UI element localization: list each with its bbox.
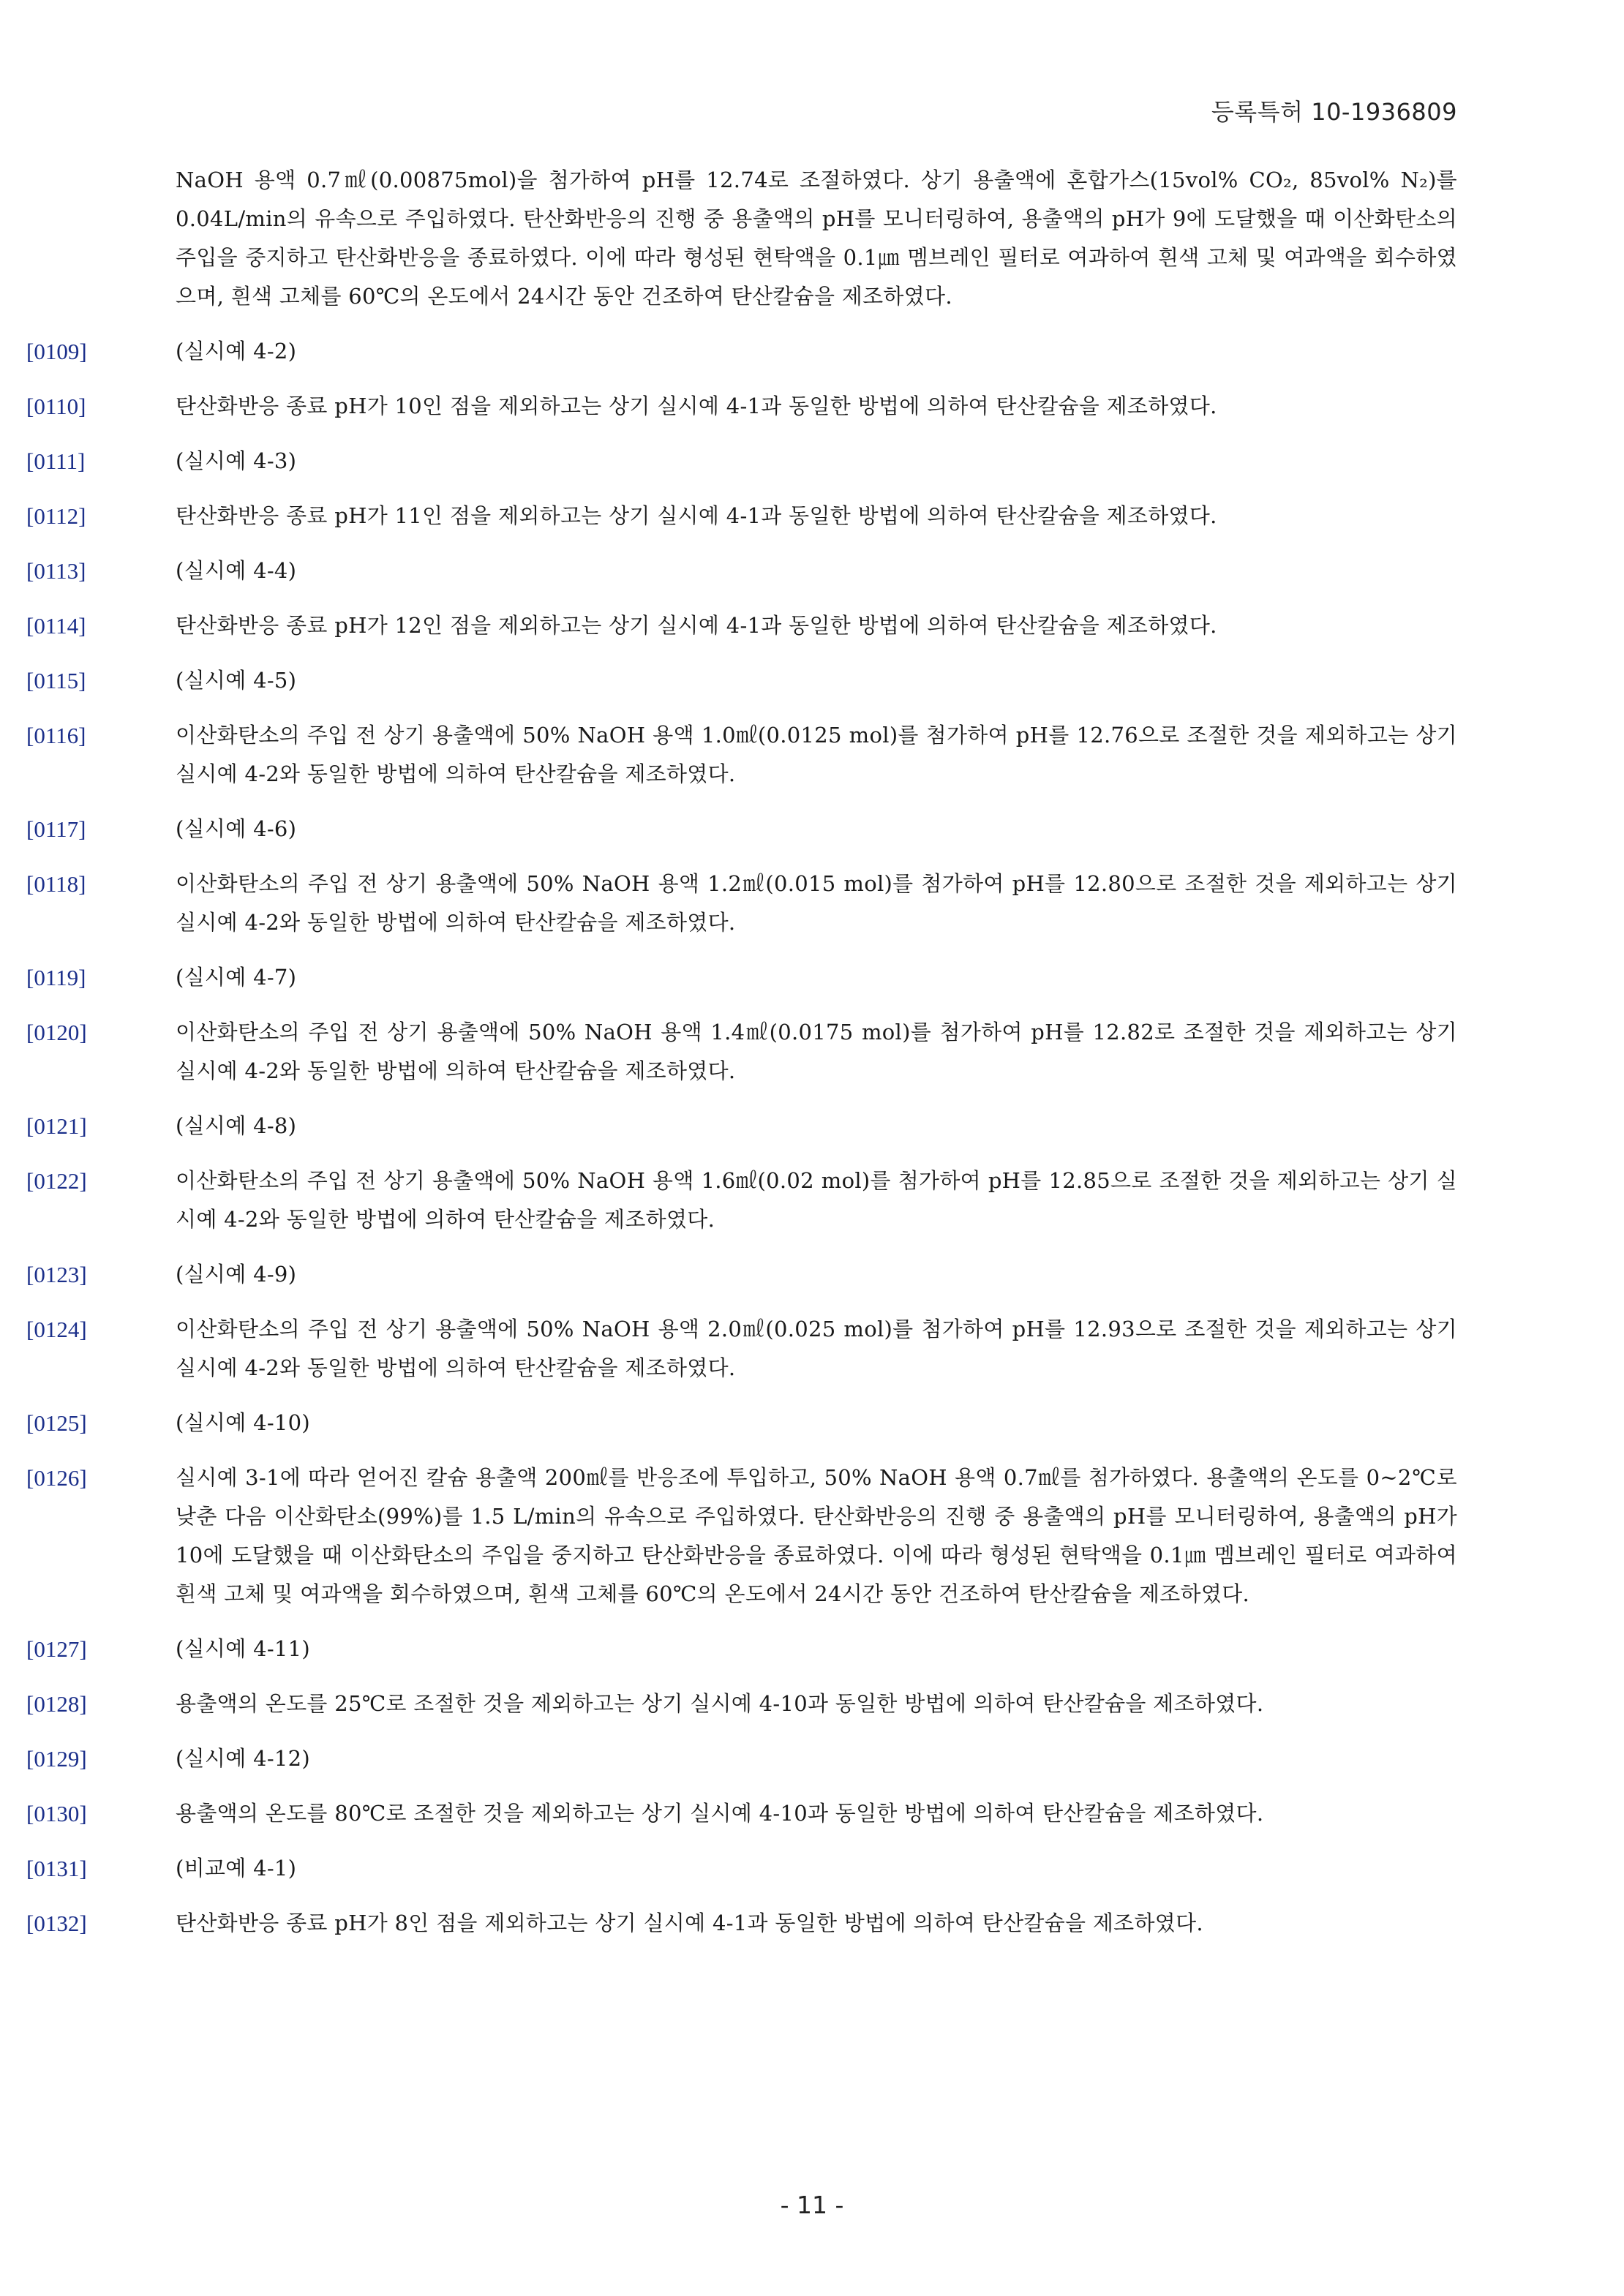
paragraph — [0, 1904, 1624, 1943]
paragraph-text: 이산화탄소의 주입 전 상기 용출액에 50% NaOH 용액 1.0㎖(0.0125 mol)를 첨가하여 pH를 12.76으로 조절한 것을 제외하고는 상기 실시예 4-2와 동일한 방법에 의하여 탄산칼슘을 제조하였다. — [176, 723, 1457, 786]
paragraph — [0, 1458, 1624, 1614]
paragraph-text: 탄산화반응 종료 pH가 8인 점을 제외하고는 상기 실시예 4-1과 동일한 방법에 의하여 탄산칼슘을 제조하였다. — [176, 1911, 1203, 1935]
paragraph-text: 탄산화반응 종료 pH가 12인 점을 제외하고는 상기 실시예 4-1과 동일한 방법에 의하여 탄산칼슘을 제조하였다. — [176, 613, 1217, 638]
paragraph — [0, 810, 1624, 848]
paragraph — [0, 387, 1624, 426]
paragraph-text: NaOH 용액 0.7㎖(0.00875mol)을 첨가하여 pH를 12.74로 조절하였다. 상기 용출액에 혼합가스(15vol% CO₂, 85vol% N₂)를 0.04L/min의 유속으로 주입하였다. 탄산화반응의 진행 중 용출액의 pH를 모니터링하여, 용출액의 pH가 9에 도달했을 때 이산화탄소의 주입을 중지하고 탄산화반응을 종료하였다. 이에 따라 형성된 현탁액을 0.1㎛ 멤브레인 필터로 여과하여 흰색 고체 및 여과액을 회수하였으며, 흰색 고체를 60℃의 온도에서 24시간 동안 건조하여 탄산칼슘을 제조하였다. — [176, 168, 1457, 309]
paragraph-number: [0114] — [26, 613, 86, 639]
paragraph-text: (실시예 4-11) — [176, 1636, 311, 1661]
paragraph-text: 용출액의 온도를 25℃로 조절한 것을 제외하고는 상기 실시예 4-10과 동일한 방법에 의하여 탄산칼슘을 제조하였다. — [176, 1691, 1264, 1716]
document-body — [0, 161, 1624, 1959]
paragraph-number: [0126] — [26, 1465, 87, 1491]
paragraph-text: (실시예 4-8) — [176, 1113, 297, 1138]
paragraph-text: (실시예 4-5) — [176, 668, 297, 693]
paragraph-number: [0121] — [26, 1113, 87, 1139]
paragraph-text: (실시예 4-10) — [176, 1410, 311, 1435]
paragraph-text: 이산화탄소의 주입 전 상기 용출액에 50% NaOH 용액 2.0㎖(0.025 mol)를 첨가하여 pH를 12.93으로 조절한 것을 제외하고는 상기 실시예 4-2와 동일한 방법에 의하여 탄산칼슘을 제조하였다. — [176, 1317, 1457, 1380]
paragraph-number: [0124] — [26, 1317, 87, 1342]
paragraph — [0, 497, 1624, 535]
paragraph — [0, 442, 1624, 481]
paragraph — [0, 865, 1624, 942]
paragraph — [0, 1630, 1624, 1668]
paragraph — [0, 1107, 1624, 1145]
paragraph-number: [0117] — [26, 816, 86, 842]
paragraph-text: 탄산화반응 종료 pH가 11인 점을 제외하고는 상기 실시예 4-1과 동일한 방법에 의하여 탄산칼슘을 제조하였다. — [176, 503, 1217, 528]
paragraph-number: [0130] — [26, 1801, 87, 1826]
paragraph-text: (실시예 4-3) — [176, 448, 297, 473]
paragraph-number: [0132] — [26, 1911, 87, 1936]
paragraph — [0, 606, 1624, 645]
paragraph — [0, 661, 1624, 700]
paragraph — [0, 716, 1624, 794]
paragraph-number: [0113] — [26, 558, 86, 584]
paragraph — [0, 1404, 1624, 1442]
paragraph — [0, 1013, 1624, 1091]
paragraph-number: [0116] — [26, 723, 86, 748]
paragraph-text: (실시예 4-12) — [176, 1746, 311, 1771]
paragraph-number: [0112] — [26, 503, 86, 529]
paragraph-number: [0110] — [26, 394, 86, 419]
paragraph — [0, 332, 1624, 371]
paragraph-number: [0127] — [26, 1636, 87, 1662]
paragraph-number: [0118] — [26, 871, 86, 897]
paragraph-number: [0128] — [26, 1691, 87, 1717]
paragraph — [0, 1255, 1624, 1294]
paragraph-number: [0111] — [26, 448, 86, 474]
paragraph-number: [0131] — [26, 1856, 87, 1881]
paragraph-text: 용출액의 온도를 80℃로 조절한 것을 제외하고는 상기 실시예 4-10과 동일한 방법에 의하여 탄산칼슘을 제조하였다. — [176, 1801, 1264, 1826]
paragraph — [0, 1162, 1624, 1239]
paragraph — [0, 958, 1624, 997]
paragraph — [0, 1794, 1624, 1833]
paragraph-text: (실시예 4-7) — [176, 965, 297, 990]
paragraph-number: [0109] — [26, 339, 87, 364]
paragraph-text: 실시예 3-1에 따라 얻어진 칼슘 용출액 200㎖를 반응조에 투입하고, 50% NaOH 용액 0.7㎖를 첨가하였다. 용출액의 온도를 0~2℃로 낮춘 다음 이산화탄소(99%)를 1.5 L/min의 유속으로 주입하였다. 탄산화반응의 진행 중 용출액의 pH를 모니터링하여, 용출액의 pH가 10에 도달했을 때 이산화탄소의 주입을 중지하고 탄산화반응을 종료하였다. 이에 따라 형성된 현탁액을 0.1㎛ 멤브레인 필터로 여과하여 흰색 고체 및 여과액을 회수하였으며, 흰색 고체를 60℃의 온도에서 24시간 동안 건조하여 탄산칼슘을 제조하였다. — [176, 1465, 1457, 1606]
paragraph-number: [0122] — [26, 1168, 87, 1194]
paragraph-text: 이산화탄소의 주입 전 상기 용출액에 50% NaOH 용액 1.4㎖(0.0175 mol)를 첨가하여 pH를 12.82로 조절한 것을 제외하고는 상기 실시예 4-2와 동일한 방법에 의하여 탄산칼슘을 제조하였다. — [176, 1020, 1457, 1083]
paragraph-text: (실시예 4-9) — [176, 1262, 297, 1287]
paragraph-text: 이산화탄소의 주입 전 상기 용출액에 50% NaOH 용액 1.6㎖(0.02 mol)를 첨가하여 pH를 12.85으로 조절한 것을 제외하고는 상기 실시예 4-2와 동일한 방법에 의하여 탄산칼슘을 제조하였다. — [176, 1168, 1457, 1232]
paragraph — [0, 1685, 1624, 1723]
paragraph-number: [0125] — [26, 1410, 87, 1436]
paragraph — [0, 1739, 1624, 1778]
paragraph-text: (실시예 4-6) — [176, 816, 297, 841]
patent-number: 등록특허 10-1936809 — [1211, 98, 1457, 126]
paragraph-number: [0123] — [26, 1262, 87, 1287]
paragraph — [0, 552, 1624, 590]
paragraph-text: (실시예 4-2) — [176, 339, 297, 364]
page-number: - 11 - — [780, 2191, 844, 2219]
paragraph-number: [0129] — [26, 1746, 87, 1772]
paragraph-text: (실시예 4-4) — [176, 558, 297, 583]
paragraph-number: [0119] — [26, 965, 86, 990]
paragraph-text: 탄산화반응 종료 pH가 10인 점을 제외하고는 상기 실시예 4-1과 동일한 방법에 의하여 탄산칼슘을 제조하였다. — [176, 394, 1217, 418]
paragraph-number: [0120] — [26, 1020, 87, 1045]
paragraph-number: [0115] — [26, 668, 86, 693]
paragraph-text: 이산화탄소의 주입 전 상기 용출액에 50% NaOH 용액 1.2㎖(0.015 mol)를 첨가하여 pH를 12.80으로 조절한 것을 제외하고는 상기 실시예 4-2와 동일한 방법에 의하여 탄산칼슘을 제조하였다. — [176, 871, 1457, 935]
paragraph-text: (비교예 4-1) — [176, 1856, 297, 1881]
paragraph — [0, 1849, 1624, 1888]
paragraph — [0, 1310, 1624, 1388]
paragraph — [0, 161, 1624, 316]
